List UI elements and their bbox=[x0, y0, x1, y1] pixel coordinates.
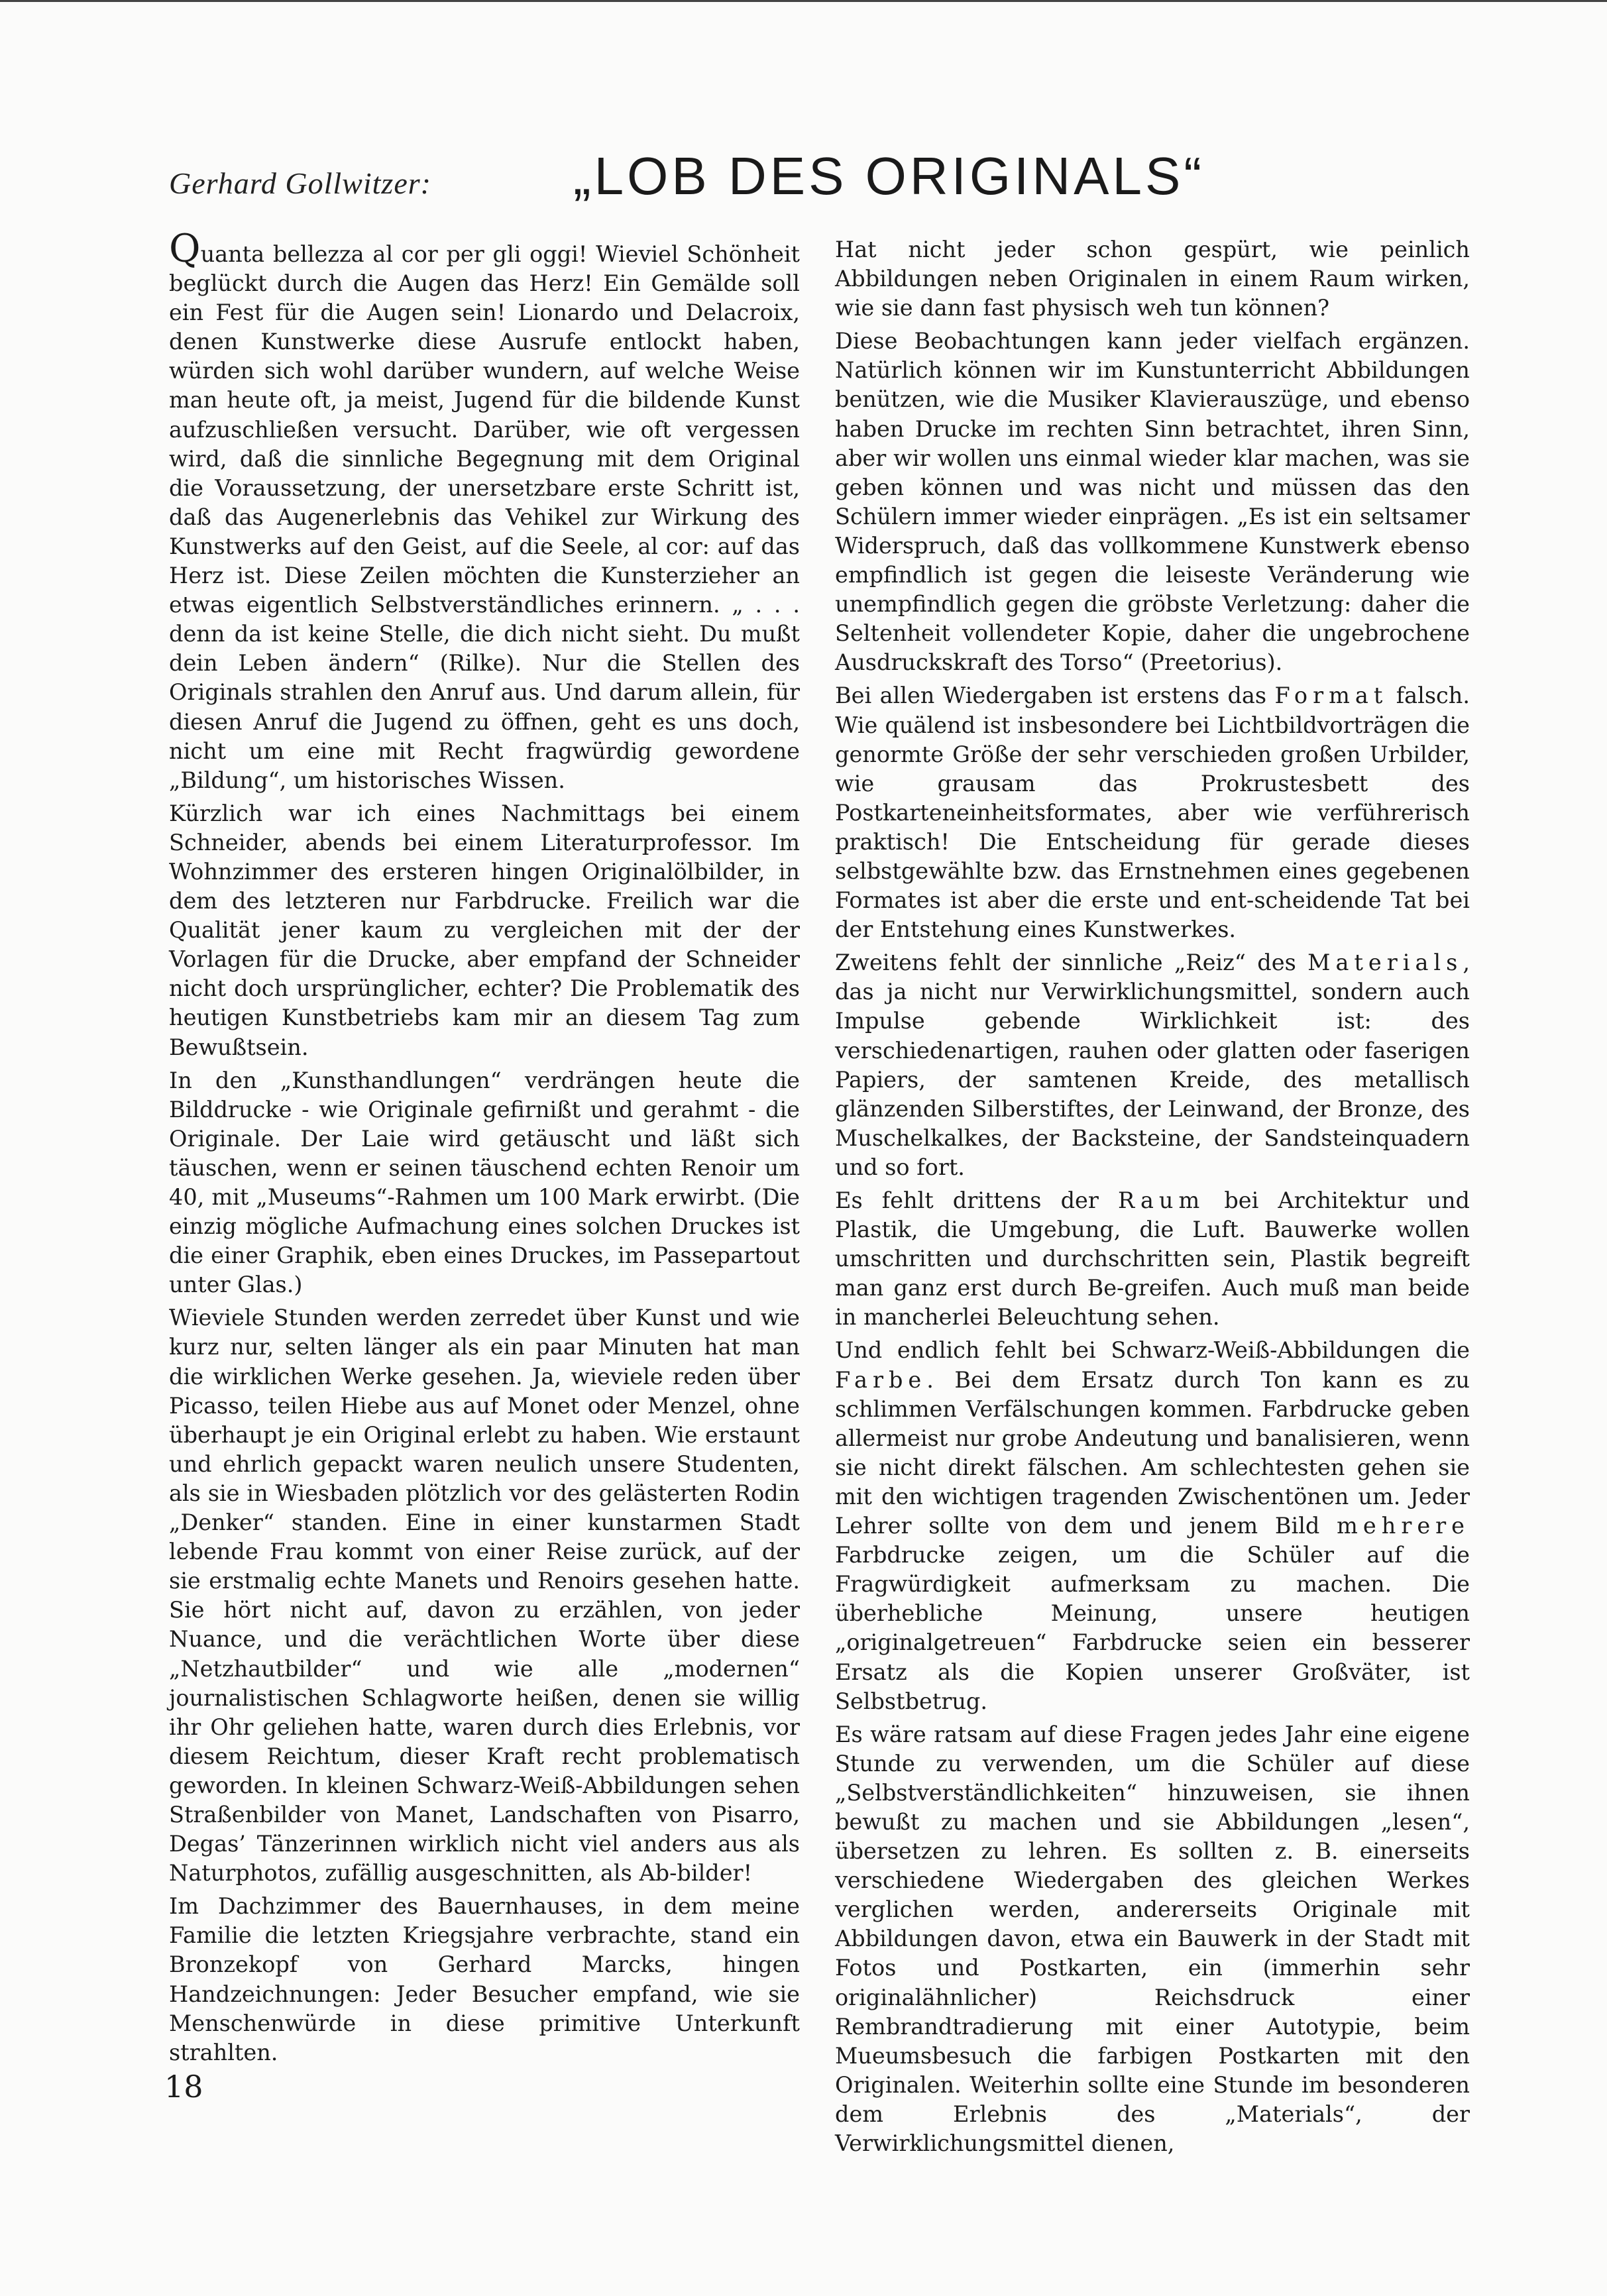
paragraph: Wieviele Stunden werden zerredet über Kunst und wie kurz nur, selten länger als ein paar Minuten hat man die wirklichen Werke gesehen. Ja, wieviele reden über Picasso, teilen Hiebe aus auf Monet oder Menzel, ohne überhaupt je ein Original erlebt zu haben. Wie erstaunt und ehrlich gepackt waren neulich unsere Studenten, als sie in Wiesbaden plötzlich vor des gelästerten Rodin „Denker“ standen. Eine in einer kunstarmen Stadt lebende Frau kommt von einer Reise zurück, auf der sie erstmalig echte Manets und Renoirs gesehen hatte. Sie hört nicht auf, davon zu erzählen, von jeder Nuance, und die verächtlichen Worte über diese „Netzhautbilder“ und wie alle „modernen“ journalistischen Schlagworte heißen, denen sie willig ihr Ohr geliehen hatte, waren durch dies Erlebnis, vor diesem Reichtum, dieser Kraft recht problematisch geworden. In kleinen Schwarz-Weiß-Abbildungen sehen Straßenbilder von Manet, Landschaften von Pisarro, Degas’ Tänzerinnen wirklich nicht viel anders aus als Naturphotos, zufällig ausgeschnitten, als Ab-bilder! bbox=[169, 1305, 800, 1886]
paragraph-text: Und endlich fehlt bei Schwarz-Weiß-Abbildungen die bbox=[835, 1337, 1470, 1364]
paragraph-text: Farbdrucke zeigen, um die Schüler auf die Fragwürdigkeit aufmerksam zu machen. Die überhebliche Meinung, unsere heutigen „originalgetreuen“ Farbdrucke seien ein besserer Ersatz als die Kopien unserer Großväter, ist Selbstbetrug. bbox=[835, 1542, 1470, 1714]
left-column bbox=[169, 226, 800, 2067]
emphasized-word: Materials bbox=[1307, 950, 1463, 976]
drop-cap: Q bbox=[169, 226, 201, 271]
paragraph-text: uanta bellezza al cor per gli oggi! Wieviel Schönheit beglückt durch die Augen das Herz! Ein Gemälde soll ein Fest für die Augen sein! Lionardo und Delacroix, denen Kunstwerke diese Ausrufe entlockt haben, würden sich wohl darüber wundern, auf welche Weise man heute oft, ja meist, Jugend für die bildende Kunst aufzuschließen versucht. Darüber, wie oft vergessen wird, daß die sinnliche Begegnung mit dem Original die Voraussetzung, der unersetzbare erste Schritt ist, daß das Augenerlebnis das Vehikel zur Wirkung des Kunstwerks auf den Geist, auf die Seele, al cor: auf das Herz ist. Diese Zeilen möchten die Kunsterzieher an etwas eigentlich Selbstverständliches erinnern. „ . . . denn da ist keine Stelle, die dich nicht sieht. Du mußt dein Leben ändern“ (Rilke). Nur die Stellen des Originals strahlen den Anruf aus. Und darum allein, für diesen Anruf die Jugend zu öffnen, geht es uns doch, nicht um eine mit Recht fragwürdig gewordene „Bildung“, um historisches Wissen. bbox=[169, 241, 800, 793]
paragraph bbox=[835, 681, 1470, 944]
article-title: „LOB DES ORIGINALS“ bbox=[573, 146, 1205, 205]
paragraph-text: . Bei dem Ersatz durch Ton kann es zu schlimmen Verfälschungen kommen. Farbdrucke geben allermeist nur grobe Andeutung und banalisieren, wenn sie nicht direkt fälschen. Am schlechtesten gehen sie mit den wichtigen tragenden Zwischentönen um. Jeder Lehrer sollte von dem und jenem Bild bbox=[835, 1366, 1470, 1539]
paragraph bbox=[835, 948, 1470, 1182]
paragraph: Es wäre ratsam auf diese Fragen jedes Jahr eine eigene Stunde zu verwenden, um die Schüler auf diese „Selbstverständlichkeiten“ hinzuweisen, sie ihnen bewußt zu machen und sie Abbildungen „lesen“, übersetzen zu lehren. Es sollten z. B. einerseits verschiedene Wiedergaben des gleichen Werkes verglichen werden, andererseits Originale mit Abbildungen davon, etwa ein Bauwerk in der Stadt mit Fotos und Postkarten, ein (immerhin sehr originalähnlicher) Reichsdruck einer Rembrandtradierung mit einer Autotypie, beim Mueumsbesuch die farbigen Postkarten mit den Originalen. Weiterhin sollte eine Stunde im besonderen dem Erlebnis des „Materials“, der Verwirklichungsmittel dienen, bbox=[835, 1721, 1470, 2156]
paragraph bbox=[835, 1186, 1470, 1332]
paragraph: Diese Beobachtungen kann jeder vielfach ergänzen. Natürlich können wir im Kunstunterricht Abbildungen benützen, wie die Musiker Klavierauszüge, und ebenso haben Drucke im rechten Sinn betrachtet, ihren Sinn, aber wir wollen uns einmal wieder klar machen, was sie geben können und was nicht und müssen das den Schülern immer wieder einprägen. „Es ist ein seltsamer Widerspruch, daß das vollkommene Kunstwerk ebenso empfindlich ist gegen die leiseste Veränderung wie unempfindlich gegen die gröbste Verletzung: daher die Seltenheit vollendeter Kopie, daher die ungebrochene Ausdruckskraft des Torso“ (Preetorius). bbox=[835, 328, 1470, 676]
paragraph bbox=[835, 1336, 1470, 1716]
emphasized-word: mehrere bbox=[1337, 1513, 1470, 1539]
paragraph: Im Dachzimmer des Bauernhauses, in dem meine Familie die letzten Kriegsjahre verbrachte, stand ein Bronzekopf von Gerhard Marcks, hingen Handzeichnungen: Jeder Besucher empfand, wie sie Menschenwürde in diese primitive Unterkunft strahlten. bbox=[169, 1893, 800, 2065]
paragraph-text: Bei allen Wiedergaben ist erstens das bbox=[835, 683, 1267, 709]
emphasized-word: Format bbox=[1274, 683, 1388, 709]
paragraph bbox=[169, 226, 800, 795]
paragraph: Hat nicht jeder schon gespürt, wie peinlich Abbildungen neben Originalen in einem Raum wirken, wie sie dann fast physisch weh tun können? bbox=[835, 237, 1470, 321]
paragraph-text: Es fehlt drittens der bbox=[835, 1187, 1099, 1213]
top-edge-rule bbox=[0, 0, 1607, 2]
emphasized-word: Raum bbox=[1117, 1187, 1205, 1213]
paragraph-text: , das ja nicht nur Verwirklichungsmittel, sondern auch Impulse gebende Wirklichkeit ist: des verschiedenartigen, rauhen oder glatten oder faserigen Papiers, der samtenen Kreide, des metallisch glänzenden Silberstiftes, der Leinwand, der Bronze, des Muschelkalkes, der Backsteine, der Sandsteinquadern und so fort. bbox=[835, 950, 1470, 1180]
paragraph: In den „Kunsthandlungen“ verdrängen heute die Bilddrucke - wie Originale gefirnißt und gerahmt - die Originale. Der Laie wird getäuscht und läßt sich täuschen, wenn er seinen täuschend echten Renoir um 40, mit „Museums“-Rahmen um 100 Mark erwirbt. (Die einzig mögliche Aufmachung eines solchen Druckes ist die einer Graphik, eben eines Druckes, im Passepartout unter Glas.) bbox=[169, 1067, 800, 1298]
emphasized-word: Farbe bbox=[835, 1366, 927, 1393]
author-name: Gerhard Gollwitzer: bbox=[169, 166, 431, 200]
paragraph-text: bei Architektur und Plastik, die Umgebung, die Luft. Bauwerke wollen umschritten und durchschritten sein, Plastik begreift man ganz erst durch Be-greifen. Auch muß man beide in mancherlei Beleuchtung sehen. bbox=[835, 1187, 1470, 1331]
paragraph-text: Zweitens fehlt der sinnliche „Reiz“ des bbox=[835, 950, 1296, 976]
paragraph-text: falsch. Wie quälend ist insbesondere bei Lichtbildvorträgen die genormte Größe der sehr verschieden großen Urbilder, wie grausam das Prokrustesbett des Postkarteneinheitsformates, aber wie verführerisch praktisch! Die Entscheidung für gerade dieses selbstgewählte bzw. das Ernstnehmen eines gegebenen Formates ist aber die erste und ent-scheidende Tat bei der Entstehung eines Kunstwerkes. bbox=[835, 683, 1470, 943]
page-number: 18 bbox=[164, 2069, 203, 2105]
paragraph: Kürzlich war ich eines Nachmittags bei einem Schneider, abends bei einem Literaturprofessor. Im Wohnzimmer des ersteren hingen Originalölbilder, in dem des letzteren nur Farbdrucke. Freilich war die Qualität jener kaum zu vergleichen mit der der Vorlagen für die Drucke, aber empfand der Schneider nicht doch ursprünglicher, echter? Die Problematik des heutigen Kunstbetriebs kam mir an diesem Tag zum Bewußtsein. bbox=[169, 800, 800, 1060]
right-column bbox=[835, 235, 1470, 2158]
